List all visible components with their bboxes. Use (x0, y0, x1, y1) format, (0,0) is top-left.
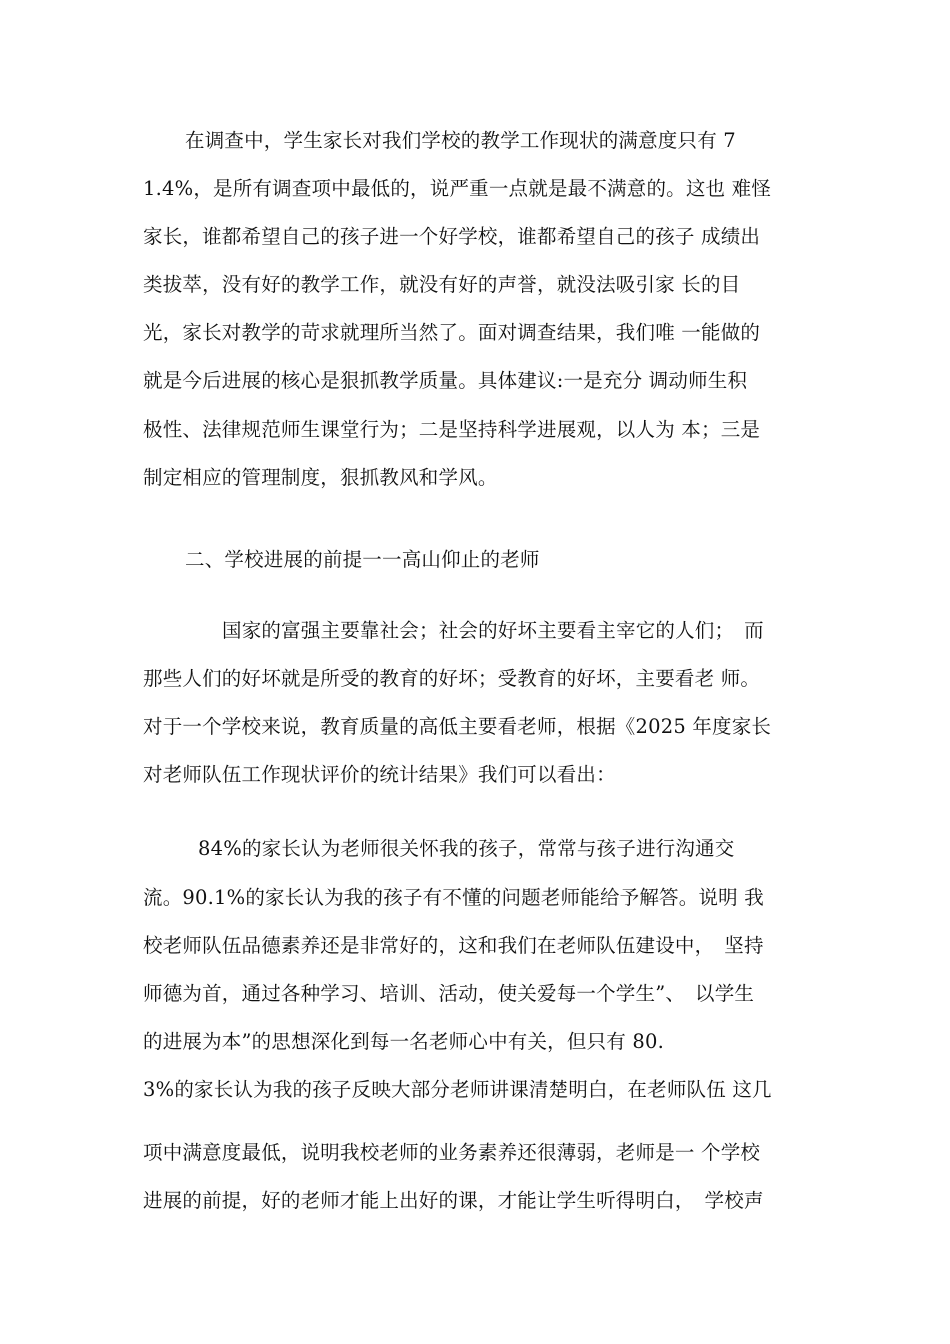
text-line: 校老师队伍品德素养还是非常好的，这和我们在老师队伍建设中， 坚持 (143, 934, 764, 957)
text-line: 制定相应的管理制度，狠抓教风和学风。 (143, 466, 498, 489)
text-line: 光，家长对教学的苛求就理所当然了。面对调查结果，我们唯 一能做的 (143, 321, 761, 344)
text-line: 国家的富强主要靠社会；社会的好坏主要看主宰它的人们； 而 (222, 619, 764, 642)
section-heading: 二、学校进展的前提一一高山仰止的老师 (185, 548, 540, 571)
text-line: 流。90.1%的家长认为我的孩子有不懂的问题老师能给予解答。说明 我 (143, 886, 764, 909)
text-line: 项中满意度最低，说明我校老师的业务素养还很薄弱，老师是一 个学校 (143, 1141, 761, 1164)
text-line: 家长，谁都希望自己的孩子进一个好学校，谁都希望自己的孩子 成绩出 (143, 225, 761, 248)
text-line: 在调查中，学生家长对我们学校的教学工作现状的满意度只有 7 (185, 129, 736, 152)
text-line: 极性、法律规范师生课堂行为；二是坚持科学进展观，以人为 本；三是 (143, 418, 761, 441)
text-line: 师德为首，通过各种学习、培训、活动，使关爱每一个学生”、 以学生 (143, 982, 755, 1005)
text-line: 对于一个学校来说，教育质量的高低主要看老师，根据《2025 年度家长 (143, 715, 772, 738)
text-line: 对老师队伍工作现状评价的统计结果》我们可以看出： (143, 763, 616, 786)
text-line: 进展的前提，好的老师才能上出好的课，才能让学生听得明白， 学校声 (143, 1189, 764, 1212)
text-line: 那些人们的好坏就是所受的教育的好坏；受教育的好坏，主要看老 师。 (143, 667, 761, 690)
text-line: 类拔萃，没有好的教学工作，就没有好的声誉，就没法吸引家 长的目 (143, 273, 741, 296)
text-line: 就是今后进展的核心是狠抓教学质量。具体建议:一是充分 调动师生积 (143, 369, 748, 392)
text-line: 3%的家长认为我的孩子反映大部分老师讲课清楚明白，在老师队伍 这几 (143, 1078, 772, 1101)
text-line: 1.4%，是所有调查项中最低的，说严重一点就是最不满意的。这也 难怪 (143, 177, 772, 200)
text-line: 的进展为本”的思想深化到每一名老师心中有关，但只有 80. (143, 1030, 664, 1053)
text-line: 84%的家长认为老师很关怀我的孩子，常常与孩子进行沟通交 (198, 837, 735, 860)
